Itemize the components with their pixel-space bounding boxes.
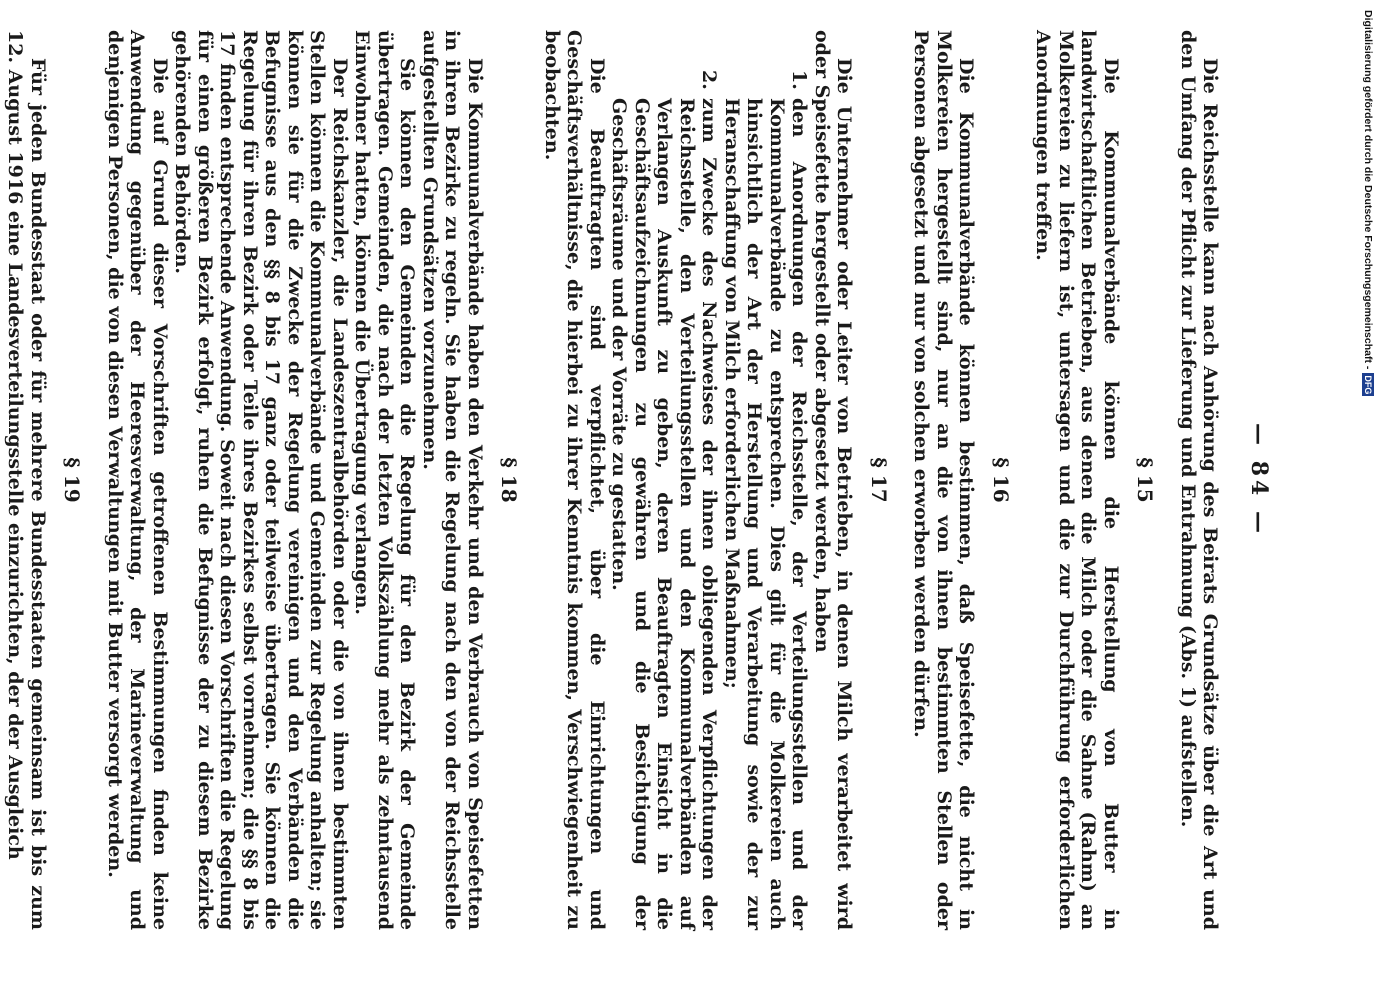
paragraph: Die Beauftragten sind verpflichtet, über die Einrichtungen und Geschäftsverhältnisse, die hierbei zu ihrer Kenntnis kommen, Verschwiegenheit zu beobachten. — [541, 30, 608, 930]
paragraph: Die auf Grund dieser Vorschriften getroffenen Bestimmungen finden keine Anwendung gegenüber der Heeresverwaltung, der Marineverwaltung und denjenigen Personen, die von diesen Verwaltungen mit Butter versorgt werden. — [104, 30, 171, 930]
section-heading: § 17 — [867, 457, 891, 503]
list-item-number: 1. — [788, 70, 811, 90]
section-heading: § 15 — [1133, 457, 1158, 503]
list-item-text: den Anordnungen der Reichsstelle, der Verteilungsstellen und der Kommunalverbände zu entsprechen. Dies gilt für die Molkereien auch hinsichtlich der Art der Herstellung und Verarbeitung sowie der zur Heranschaffung von Milch erforderlichen Maßnahmen; — [721, 98, 811, 930]
list-item — [721, 30, 811, 930]
section-heading: § 16 — [989, 457, 1013, 503]
paragraph: Die Reichsstelle kann nach Anhörung des Beirats Grundsätze über die Art und den Umfang der Pflicht zur Lieferung und Entrahmung (Abs. 1) aufstellen. — [1177, 30, 1222, 930]
scanned-page — [4, 30, 1320, 970]
paragraph: Die Kommunalverbände können bestimmen, daß Speisefette, die nicht in Molkereien hergestellt sind, nur an die von ihnen bestimmten Stellen oder Personen abgesetzt und nur von solchen erworben werden dürfen. — [910, 30, 978, 930]
paragraph: Sie können den Gemeinden die Regelung für den Bezirk der Gemeinde übertragen. Gemeinden, die nach der letzten Volkszählung mehr als zehntausend Einwohner hatten, können die Übertragung verlangen. — [351, 30, 419, 930]
dfg-logo: DFG — [1363, 375, 1373, 395]
paragraph: Die Kommunalverbände können die Herstellung von Butter in landwirtschaftlichen Betrieben, aus denen die Milch oder die Sahne (Rahm) an Molkereien zu liefern ist, untersagen und die zur Durchführung erforderlichen Anordnungen treffen. — [1032, 30, 1122, 930]
page-number: — 84 — — [1246, 423, 1272, 537]
paragraph: Für jeden Bundesstaat oder für mehrere Bundesstaaten gemeinsam ist bis zum 12. August 1916 eine Landesverteilungsstelle einzurichten, der der Ausgleich — [4, 30, 49, 930]
paragraph: Der Reichskanzler, die Landeszentralbehörden oder die von ihnen bestimmten Stellen können die Kommunalverbände und Gemeinden zur Regelung anhalten; sie können sie für die Zwecke der Regelung vereinigen und den Verbänden die Befugnisse aus den §§ 8 bis 17 ganz oder teilweise übertragen. Sie können die Regelung für ihren Bezirk oder Teile ihres Bezirkes selbst vornehmen; die §§ 8 bis 17 finden entsprechende Anwendung. Soweit nach diesen Vorschriften die Regelung für einen größeren Bezirk erfolgt, ruhen die Befugnisse der zu diesem Bezirke gehörenden Behörden. — [171, 30, 351, 930]
credit-text: Digitalisierung gefördert durch die Deutsche Forschungsgemeinschaft - — [1362, 10, 1374, 370]
list-item-number: 2. — [698, 70, 721, 90]
digitization-credit — [1350, 10, 1380, 410]
text-body — [4, 30, 1222, 930]
paragraph: Die Unternehmer oder Leiter von Betrieben, in denen Milch verarbeitet wird oder Speisefette hergestellt oder abgesetzt werden, haben — [811, 30, 856, 930]
page-content — [4, 30, 1272, 930]
list-item — [608, 30, 721, 930]
section-heading: § 18 — [497, 457, 522, 503]
paragraph: Die Kommunalverbände haben den Verkehr und den Verbrauch von Speisefetten in ihren Bezirke zu regeln. Sie haben die Regelung nach den von der Reichsstelle aufgestellten Grundsätzen vorzunehmen. — [419, 30, 486, 930]
list-item-text: zum Zwecke des Nachweises der ihnen obliegenden Verpflichtungen der Reichsstelle, den Verteilungsstellen und den Kommunalverbänden auf Verlangen Auskunft zu geben, deren Beauftragten Einsicht in die Geschäftsaufzeichnungen zu gewähren und die Besichtigung der Geschäftsräume und der Vorräte zu gestatten. — [608, 98, 721, 930]
section-heading: § 19 — [60, 457, 85, 503]
